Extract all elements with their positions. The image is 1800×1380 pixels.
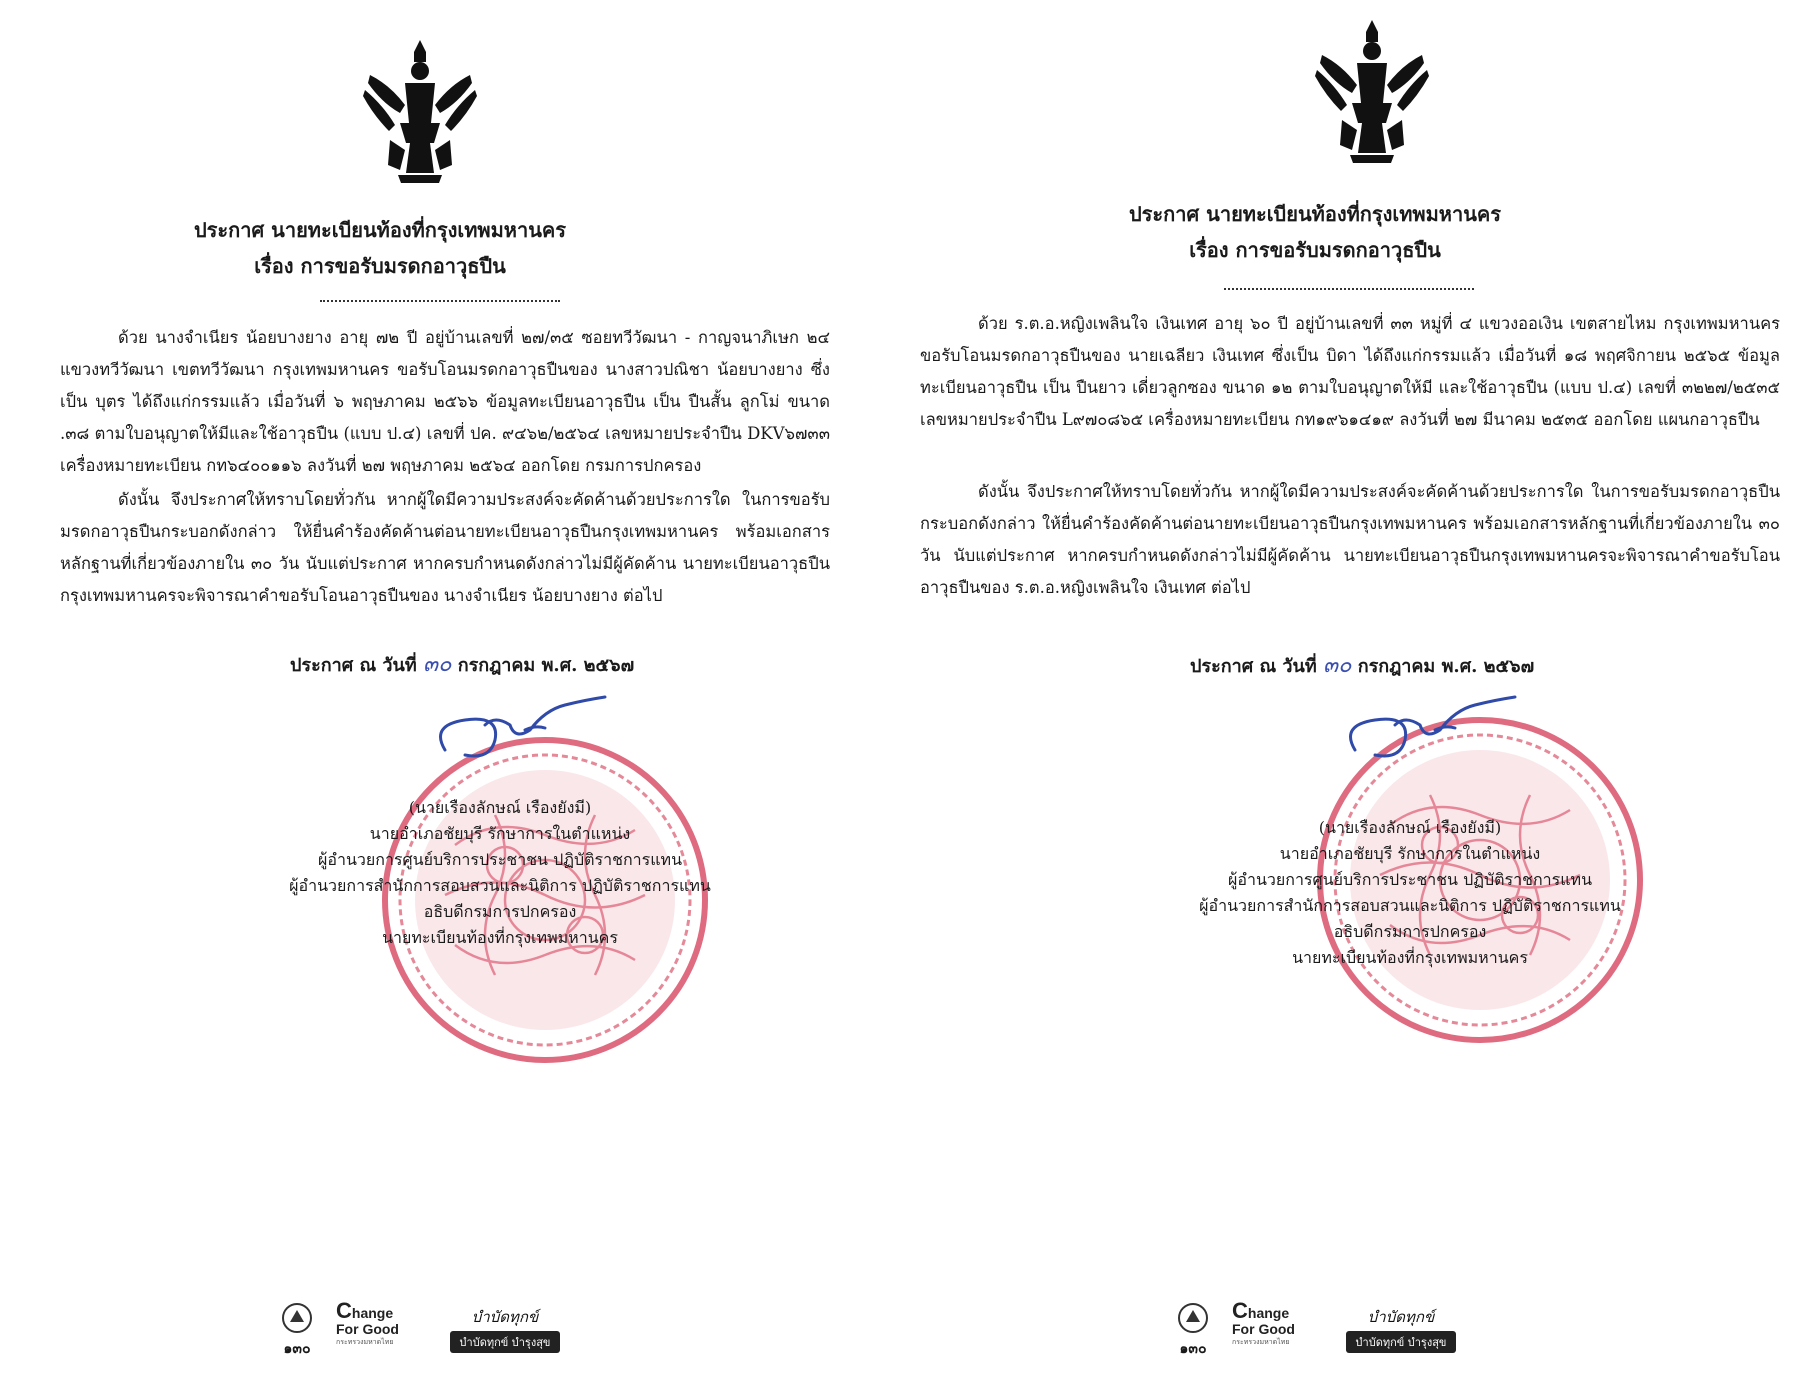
announcement-paragraph-2: ดังนั้น จึงประกาศให้ทราบโดยทั่วกัน หากผู้ใดมีความประสงค์จะคัดค้านด้วยประการใด ในการขอรับมรดกอาวุธปืนกระบอกดังกล่าว ให้ยื่นคำร้องคัดค้านต่อนายทะเบียนอาวุธปืนกรุงเทพมหานคร พร้อมเอกสารหลักฐานที่เกี่ยวข้องภายใน ๓๐ วัน นับแต่ประกาศ หากครบกำหนดดังกล่าวไม่มีผู้คัดค้าน นายทะเบียนอาวุธปืนกรุงเทพมหานครจะพิจารณาคำขอรับโอนอาวุธปืนของ นางจำเนียร น้อยบางยาง ต่อไป	[60, 490, 830, 605]
emblem-icon	[272, 1300, 322, 1340]
logo-130-number: ๑๓๐	[1179, 1341, 1207, 1357]
date-suffix: กรกฎาคม พ.ศ. ๒๕๖๗	[1357, 656, 1535, 677]
announcement-title: ประกาศ นายทะเบียนท้องที่กรุงเทพมหานคร	[193, 218, 566, 242]
cfg-line2: For Good	[336, 1320, 399, 1337]
title-divider	[1224, 288, 1474, 290]
title-divider	[320, 300, 560, 302]
logo-130-years	[272, 1300, 322, 1360]
cfg-line1: hange	[351, 1304, 394, 1321]
signature-block	[1170, 815, 1650, 971]
signatory-title-4: อธิบดีกรมการปกครอง	[423, 902, 577, 921]
bam-band: บำบัดทุกข์ บำรุงสุข	[1346, 1331, 1456, 1353]
logo-bambat-tuk	[1346, 1305, 1456, 1355]
announcement-paragraph-1: ด้วย ร.ต.อ.หญิงเพลินใจ เงินเทศ อายุ ๖๐ ปี อยู่บ้านเลขที่ ๓๓ หมู่ที่ ๔ แขวงออเงิน เขตสายไหม กรุงเทพมหานคร ขอรับโอนมรดกอาวุธปืนของ นายเฉลียว เงินเทศ ซึ่งเป็น บิดา ได้ถึงแก่กรรมแล้ว เมื่อวันที่ ๑๘ พฤศจิกายน ๒๕๖๕ ข้อมูลทะเบียนอาวุธปืน เป็น ปืนยาว เดี่ยวลูกซอง ขนาด ๑๒ ตามใบอนุญาตให้มี และใช้อาวุธปืน (แบบ ป.๔) เลขที่ ๓๒๒๗/๒๕๓๕ เลขหมายประจำปืน L๙๗๐๘๖๕ เครื่องหมายทะเบียน กท๑๙๖๑๔๑๙ ลงวันที่ ๒๗ มีนาคม ๒๕๓๕ ออกโดย แผนกอาวุธปืน	[920, 314, 1780, 429]
signatory-title-1: นายอำเภอชัยบุรี รักษาการในตำแหน่ง	[1279, 844, 1541, 863]
footer-logos	[1168, 1297, 1456, 1360]
date-prefix: ประกาศ ณ วันที่	[1190, 656, 1317, 677]
announcement-subject: เรื่อง การขอรับมรดกอาวุธปืน	[1189, 238, 1441, 262]
garuda-emblem-icon	[1312, 15, 1432, 165]
signature-icon	[1340, 680, 1520, 780]
logo-bambat-tuk	[450, 1305, 560, 1355]
date-suffix: กรกฎาคม พ.ศ. ๒๕๖๗	[457, 655, 635, 676]
signatory-name: (นายเรืองลักษณ์ เรืองยังมี)	[1318, 818, 1502, 837]
signatory-title-3: ผู้อำนวยการสำนักการสอบสวนและนิติการ ปฏิบัติราชการแทน	[289, 876, 711, 895]
signatory-title-5: นายทะเบียนท้องที่กรุงเทพมหานคร	[382, 928, 618, 947]
cfg-line2: For Good	[1232, 1320, 1295, 1337]
bam-script: บำบัดทุกข์	[471, 1308, 539, 1326]
announcement-date	[290, 646, 634, 681]
cfg-sub: กระทรวงมหาดไทย	[336, 1338, 394, 1346]
signatory-name: (นายเรืองลักษณ์ เรืองยังมี)	[408, 798, 592, 817]
announcement-date	[1190, 647, 1534, 682]
announcement-title: ประกาศ นายทะเบียนท้องที่กรุงเทพมหานคร	[1128, 202, 1501, 226]
logo-change-for-good: Change For Good กระทรวงมหาดไทย	[336, 1303, 436, 1358]
logo-130-number: ๑๓๐	[283, 1341, 311, 1357]
signatory-title-4: อธิบดีกรมการปกครอง	[1333, 922, 1487, 941]
signatory-title-2: ผู้อำนวยการศูนย์บริการประชาชน ปฏิบัติราชการแทน	[317, 850, 683, 869]
date-day-handwritten: ๓๐	[422, 652, 452, 677]
logo-130-years	[1168, 1300, 1218, 1360]
bam-script: บำบัดทุกข์	[1367, 1308, 1435, 1326]
signatory-title-2: ผู้อำนวยการศูนย์บริการประชาชน ปฏิบัติราชการแทน	[1227, 870, 1593, 889]
signature-block	[260, 795, 740, 951]
announcement-paragraph-2: ดังนั้น จึงประกาศให้ทราบโดยทั่วกัน หากผู้ใดมีความประสงค์จะคัดค้านด้วยประการใด ในการขอรับมรดกอาวุธปืนกระบอกดังกล่าว ให้ยื่นคำร้องคัดค้านต่อนายทะเบียนอาวุธปืนกรุงเทพมหานคร พร้อมเอกสารหลักฐานที่เกี่ยวข้องภายใน ๓๐ วัน นับแต่ประกาศ หากครบกำหนดดังกล่าวไม่มีผู้คัดค้าน นายทะเบียนอาวุธปืนกรุงเทพมหานครจะพิจารณาคำขอรับโอนอาวุธปืนของ ร.ต.อ.หญิงเพลินใจ เงินเทศ ต่อไป	[920, 482, 1780, 597]
footer-logos	[272, 1297, 560, 1360]
date-prefix: ประกาศ ณ วันที่	[290, 655, 417, 676]
emblem-icon	[1168, 1300, 1218, 1340]
cfg-sub: กระทรวงมหาดไทย	[1232, 1338, 1290, 1346]
signature-icon	[430, 680, 610, 780]
date-day-handwritten: ๓๐	[1322, 653, 1352, 678]
signatory-title-3: ผู้อำนวยการสำนักการสอบสวนและนิติการ ปฏิบัติราชการแทน	[1199, 896, 1621, 915]
bam-band: บำบัดทุกข์ บำรุงสุข	[450, 1331, 560, 1353]
cfg-line1: hange	[1247, 1304, 1290, 1321]
announcement-page-right	[900, 0, 1800, 1380]
signatory-title-1: นายอำเภอชัยบุรี รักษาการในตำแหน่ง	[369, 824, 631, 843]
garuda-emblem-icon	[360, 35, 480, 185]
announcement-subject: เรื่อง การขอรับมรดกอาวุธปืน	[254, 254, 506, 278]
announcement-paragraph-1: ด้วย นางจำเนียร น้อยบางยาง อายุ ๗๒ ปี อยู่บ้านเลขที่ ๒๗/๓๕ ซอยทวีวัฒนา - กาญจนาภิเษก ๒๔ แขวงทวีวัฒนา เขตทวีวัฒนา กรุงเทพมหานคร ขอรับโอนมรดกอาวุธปืนของ นางสาวปณิชา น้อยบางยาง ซึ่งเป็น บุตร ได้ถึงแก่กรรมแล้ว เมื่อวันที่ ๖ พฤษภาคม ๒๕๖๖ ข้อมูลทะเบียนอาวุธปืน เป็น ปืนสั้น ลูกโม่ ขนาด .๓๘ ตามใบอนุญาตให้มีและใช้อาวุธปืน (แบบ ป.๔) เลขที่ ปค. ๙๔๖๒/๒๕๖๔ เลขหมายประจำปืน DKV๖๗๓๓ เครื่องหมายทะเบียน กท๖๔๐๐๑๑๖ ลงวันที่ ๒๗ พฤษภาคม ๒๕๖๔ ออกโดย กรมการปกครอง	[60, 328, 830, 475]
signatory-title-5: นายทะเบียนท้องที่กรุงเทพมหานคร	[1292, 948, 1528, 967]
logo-change-for-good: Change For Good กระทรวงมหาดไทย	[1232, 1303, 1332, 1358]
